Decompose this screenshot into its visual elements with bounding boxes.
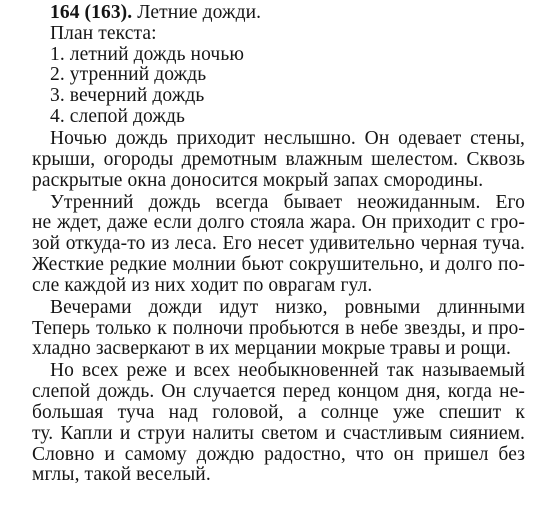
plan-heading: План текста: [50, 22, 157, 44]
paragraph-2-line-1: Утренний дождь всегда бывает неожиданным. Его [50, 191, 525, 213]
paragraph-1-line-3: раскрытые окна доносится мокрый запах смородины. [32, 169, 484, 191]
paragraph-4-line-4: ту. Капли и струи налиты светом и счастливым сиянием. [32, 422, 525, 444]
plan-item-1: 1. летний дождь ночью [50, 43, 244, 65]
exercise-heading [50, 2, 261, 23]
paragraph-2-line-3: зой откуда-то из леса. Его несет удивительно черная туча. [32, 233, 525, 255]
paragraph-2-line-2: не ждет, даже если долго стояла жара. Он приходит с гро- [32, 212, 525, 234]
plan-item-4: 4. слепой дождь [50, 106, 186, 127]
paragraph-1-line-2: крыши, огороды дремотным влажным шелестом. Сквозь [32, 148, 525, 170]
plan-item-2: 2. утренний дождь [50, 64, 207, 86]
paragraph-3-line-2: Теперь только к полночи пробьются в небе звезды, и про- [32, 317, 525, 339]
paragraph-4-line-3: большая туча над головой, а солнце уже спешит к [32, 402, 525, 423]
paragraph-4-line-1: Но всех реже и всех необыкновенней так называемый [50, 360, 525, 382]
paragraph-3-line-3: хладно засверкают в их мерцании мокрые травы и рощи. [32, 338, 511, 360]
paragraph-4-line-6: мглы, такой веселый. [32, 464, 211, 486]
paragraph-3-line-1: Вечерами дожди идут низко, ровными длинными [50, 296, 525, 318]
plan-item-3: 3. вечерний дождь [50, 85, 205, 107]
paragraph-4-line-2: слепой дождь. Он случается перед концом дня, когда не- [32, 381, 525, 403]
exercise-number: 164 (163). [50, 2, 133, 23]
exercise-title: Летние дожди. [137, 2, 262, 23]
paragraph-2-line-5: сле каждой из них ходит по оврагам гул. [32, 274, 373, 296]
paragraph-4-line-5: Словно и самому дождю радостно, что он пришел без [32, 443, 525, 465]
paragraph-2-line-4: Жесткие редкие молнии бьют сокрушительно, и долго по- [32, 254, 525, 275]
paragraph-1-line-1: Ночью дождь приходит неслышно. Он одевает стены, [50, 128, 525, 149]
